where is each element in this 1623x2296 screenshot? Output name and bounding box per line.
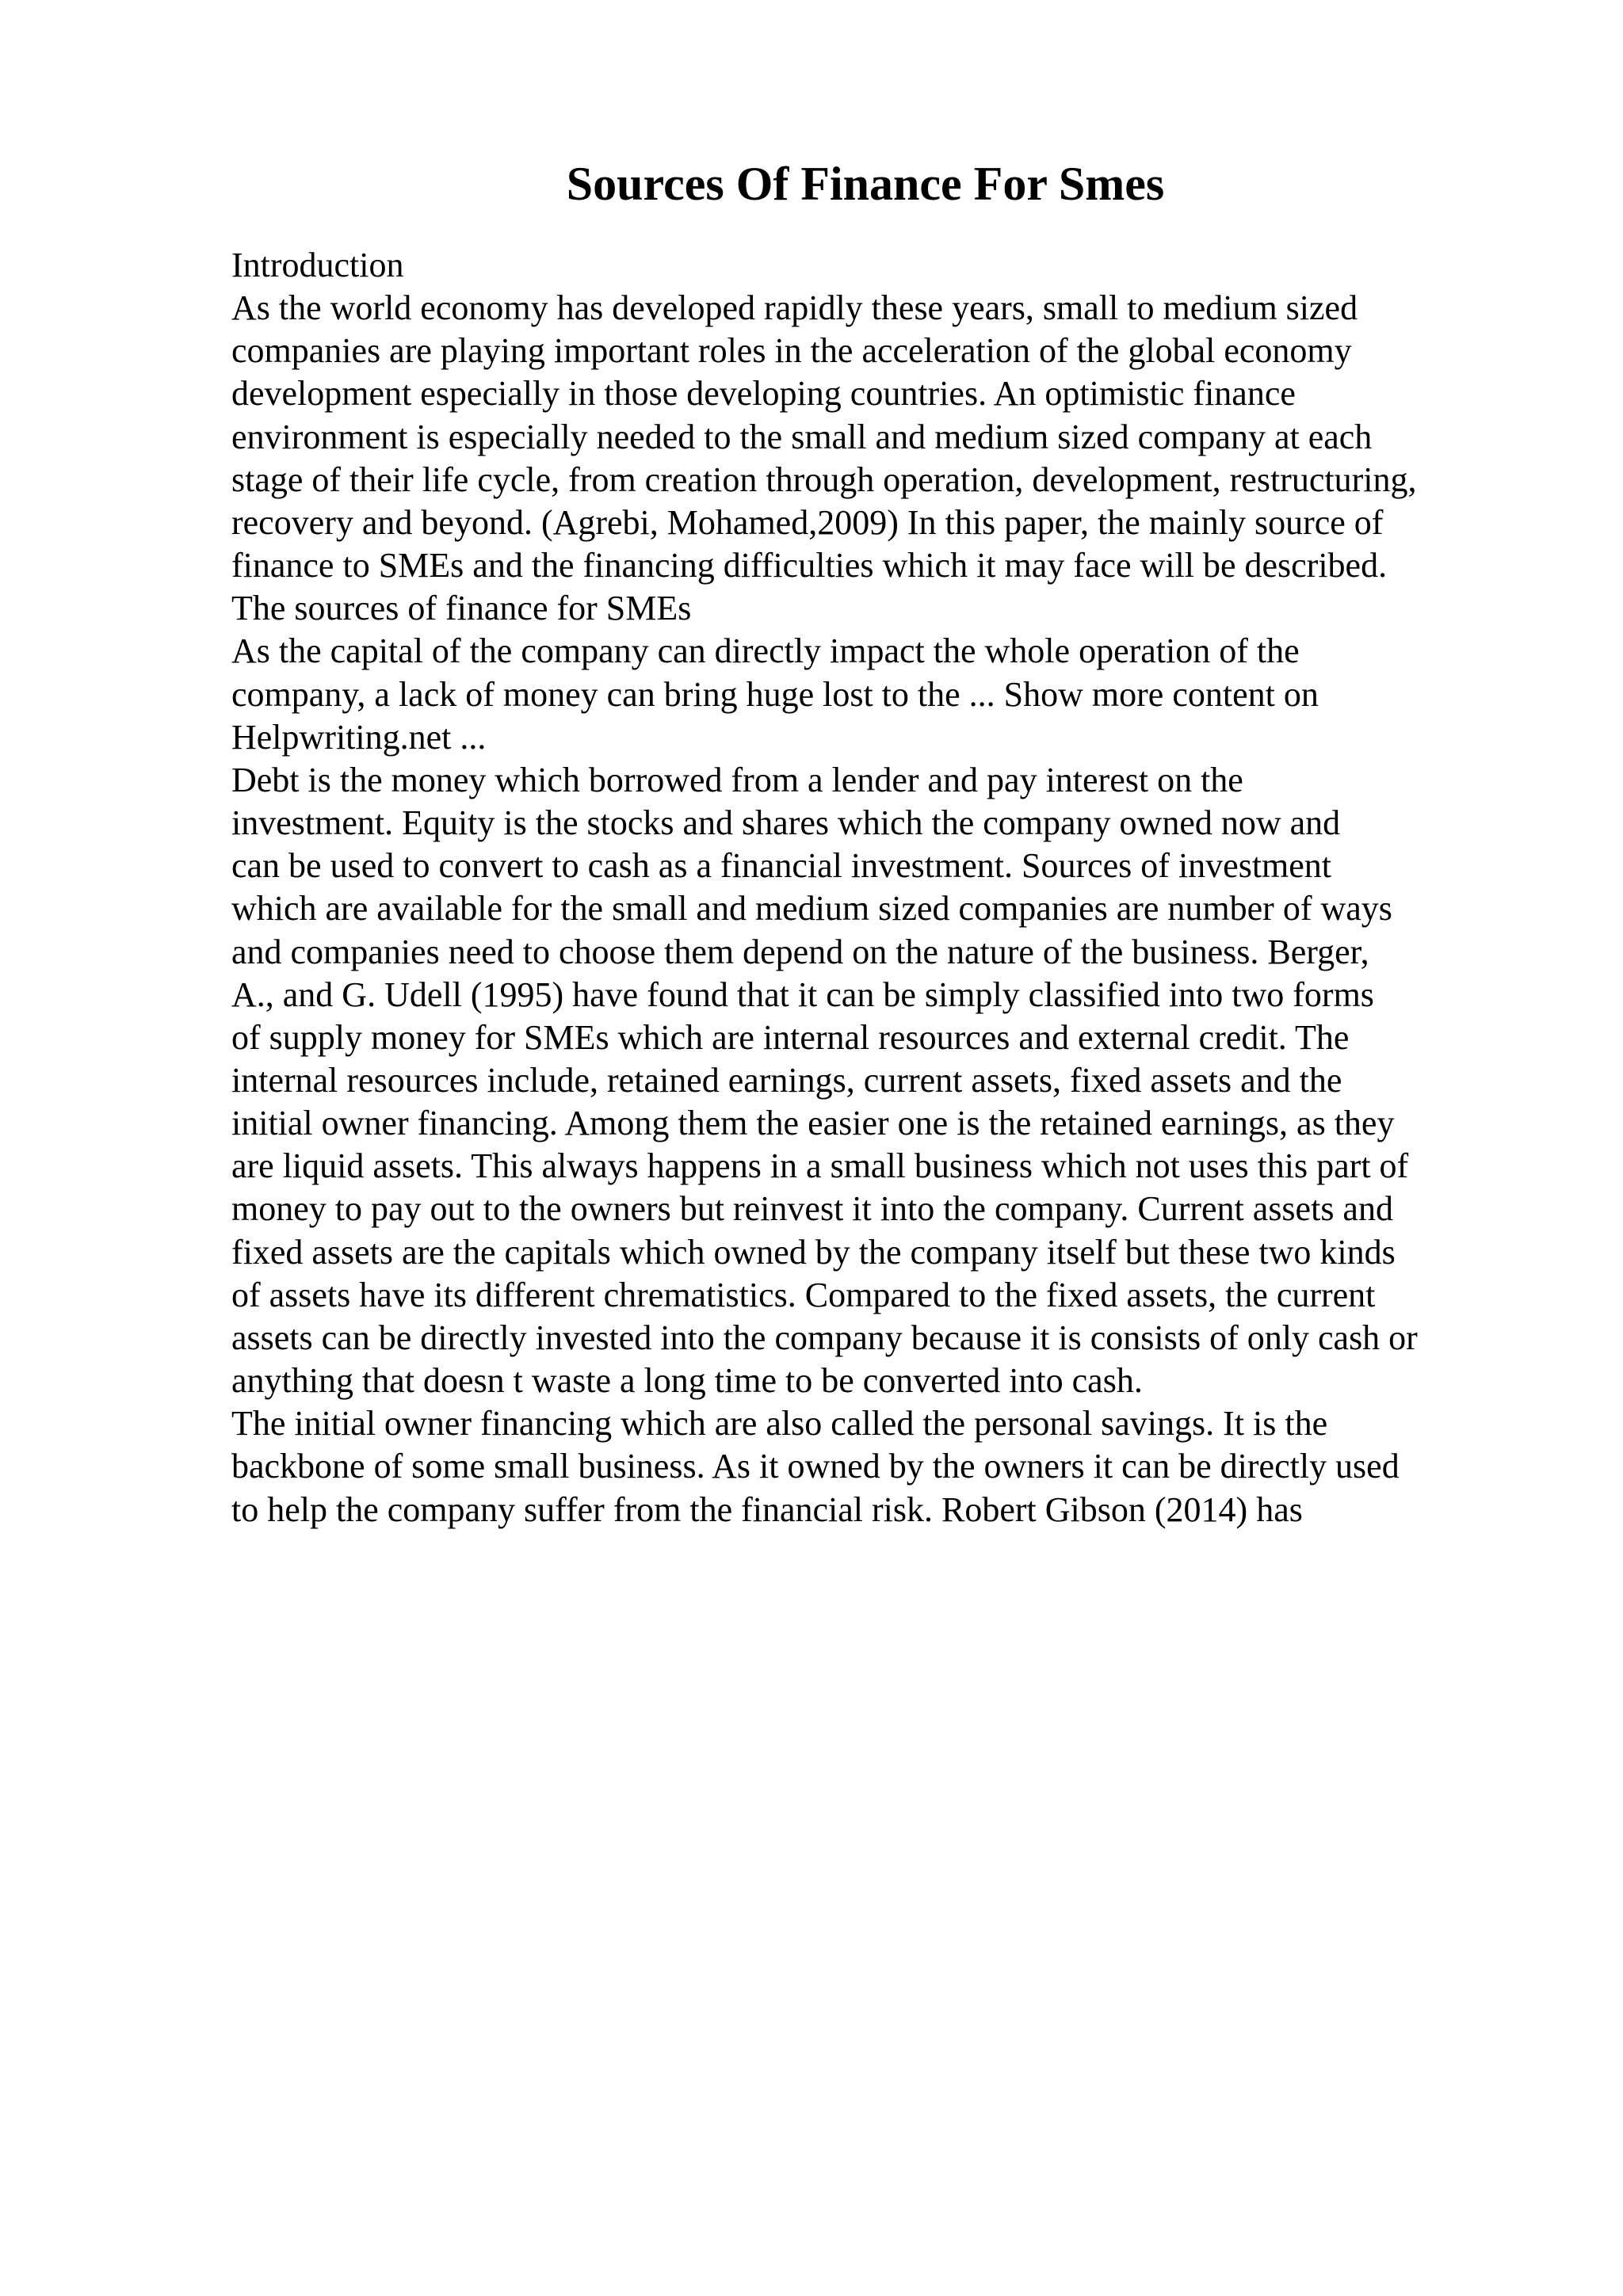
text-line: of supply money for SMEs which are internal resources and external credit. The [231,1017,1350,1057]
text-line: Helpwriting.net ... [231,717,487,757]
text-line: money to pay out to the owners but reinvest it into the company. Current assets and [231,1189,1393,1229]
text-line: assets can be directly invested into the company because it is consists of only cash or [231,1318,1418,1357]
text-line: As the capital of the company can directly impact the whole operation of the [231,631,1300,671]
document-body [231,244,1594,1531]
text-line: As the world economy has developed rapidly these years, small to medium sized [231,288,1358,328]
text-line: development especially in those developing countries. An optimistic finance [231,374,1296,414]
document-title: Sources Of Finance For Smes [566,158,1165,210]
text-line: companies are playing important roles in the acceleration of the global economy [231,331,1352,371]
text-line: A., and G. Udell (1995) have found that it can be simply classified into two forms [231,974,1374,1014]
text-line: fixed assets are the capitals which owned by the company itself but these two kinds [231,1232,1396,1272]
text-line: internal resources include, retained earnings, current assets, fixed assets and the [231,1060,1342,1100]
text-line: environment is especially needed to the small and medium sized company at each [231,417,1373,456]
text-line: The initial owner financing which are also called the personal savings. It is the [231,1404,1328,1444]
text-line: and companies need to choose them depend on the nature of the business. Berger, [231,932,1369,971]
text-line: which are available for the small and medium sized companies are number of ways [231,889,1392,929]
text-line: The sources of finance for SMEs [231,589,692,628]
text-line: backbone of some small business. As it owned by the owners it can be directly used [231,1447,1400,1486]
text-line: initial owner financing. Among them the easier one is the retained earnings, as they [231,1104,1395,1143]
text-line: Introduction [231,246,404,284]
text-line: are liquid assets. This always happens in a small business which not uses this part of [231,1146,1409,1186]
text-line: investment. Equity is the stocks and shares which the company owned now and [231,803,1341,843]
text-line: of assets have its different chrematistics. Compared to the fixed assets, the current [231,1275,1376,1314]
text-line: recovery and beyond. (Agrebi, Mohamed,2009) In this paper, the mainly source of [231,502,1384,542]
text-line: can be used to convert to cash as a financial investment. Sources of investment [231,846,1332,886]
text-line: company, a lack of money can bring huge lost to the ... Show more content on [231,674,1319,714]
text-line: Debt is the money which borrowed from a lender and pay interest on the [231,760,1243,799]
text-line: finance to SMEs and the financing difficulties which it may face will be described. [231,546,1388,585]
text-line: to help the company suffer from the financial risk. Robert Gibson (2014) has [231,1489,1303,1529]
text-line: stage of their life cycle, from creation through operation, development, restructuring, [231,460,1417,499]
text-line: anything that doesn t waste a long time to be converted into cash. [231,1361,1143,1401]
